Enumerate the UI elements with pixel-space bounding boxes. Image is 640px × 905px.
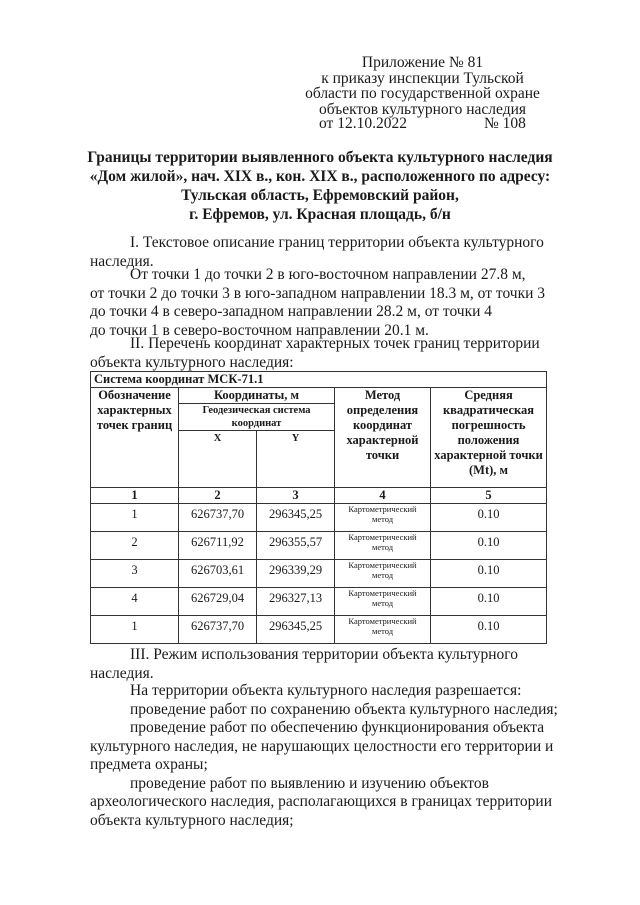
method: Картометрический метод xyxy=(335,616,431,644)
point-id: 4 xyxy=(91,588,179,616)
coordinates-table xyxy=(90,371,547,644)
header-coordinates: Координаты, м xyxy=(179,388,335,404)
mt-value: 0.10 xyxy=(431,588,547,616)
text-line: проведение работ по сохранению объекта культурного наследия; xyxy=(130,700,558,718)
point-id: 1 xyxy=(91,616,179,644)
appendix-line: к приказу инспекции Тульской xyxy=(321,69,524,87)
text-line: проведение работ по выявлению и изучению объектов xyxy=(130,774,489,792)
appendix-line: объектов культурного наследия xyxy=(318,100,527,118)
column-number: 3 xyxy=(257,488,335,504)
table-row xyxy=(91,588,547,616)
order-date-line xyxy=(319,115,526,133)
text-line: объекта культурного наследия: xyxy=(90,353,294,371)
mt-value: 0.10 xyxy=(431,532,547,560)
text-line: от точки 2 до точки 3 в юго-западном направлении 18.3 м, от точки 3 xyxy=(90,284,546,302)
text-line: III. Режим использования территории объекта культурного xyxy=(130,646,519,663)
method: Картометрический метод xyxy=(335,560,431,588)
coord-y: 296339,29 xyxy=(257,560,335,588)
header-y: Y xyxy=(257,431,335,488)
text-line: На территории объекта культурного наследия разрешается: xyxy=(130,682,522,699)
text-line: I. Текстовое описание границ территории объекта культурного xyxy=(130,234,544,251)
method: Картометрический метод xyxy=(335,504,431,532)
appendix-line: Приложение № 81 xyxy=(361,54,484,71)
order-number: № 108 xyxy=(484,115,526,132)
mt-value: 0.10 xyxy=(431,560,547,588)
mt-value: 0.10 xyxy=(431,616,547,644)
order-date: 12.10.2022 xyxy=(337,115,407,132)
section-3-heading xyxy=(90,646,545,683)
text-line: объекта культурного наследия; xyxy=(90,811,294,829)
coord-y: 296327,13 xyxy=(257,588,335,616)
table-row xyxy=(91,504,547,532)
text-line: От точки 1 до точки 2 в юго-восточном направлении 27.8 м, xyxy=(130,266,526,283)
column-number: 2 xyxy=(179,488,257,504)
column-number: 4 xyxy=(335,488,431,504)
appendix-header xyxy=(300,55,545,117)
coord-y: 296345,25 xyxy=(257,616,335,644)
order-date-label: от xyxy=(319,115,334,132)
column-number: 1 xyxy=(91,488,179,504)
column-number: 5 xyxy=(431,488,547,504)
text-line: II. Перечень координат характерных точек границ территории xyxy=(130,335,540,352)
text-line: наследия. xyxy=(90,252,154,270)
text-line: проведение работ по обеспечению функционирования объекта xyxy=(130,719,545,736)
header-point-label: Обозначение характерных точек границ xyxy=(91,388,179,488)
column-number-row xyxy=(91,488,547,504)
coord-x: 626711,92 xyxy=(179,532,257,560)
header-geodetic-system: Геодезическая система координат xyxy=(179,404,335,431)
point-id: 1 xyxy=(91,504,179,532)
title-line: г. Ефремов, ул. Красная площадь, б/н xyxy=(189,206,451,223)
table-row xyxy=(91,532,547,560)
mt-value: 0.10 xyxy=(431,504,547,532)
coord-x: 626703,61 xyxy=(179,560,257,588)
point-id: 2 xyxy=(91,532,179,560)
point-id: 3 xyxy=(91,560,179,588)
title-line: Границы территории выявленного объекта культурного наследия xyxy=(87,149,553,166)
coord-x: 626737,70 xyxy=(179,616,257,644)
method: Картометрический метод xyxy=(335,588,431,616)
table-row xyxy=(91,616,547,644)
coord-y: 296355,57 xyxy=(257,532,335,560)
coordinate-system: Система координат МСК-71.1 xyxy=(91,372,547,388)
allowed-activities xyxy=(90,682,558,830)
text-line: культурного наследия, не нарушающих целостности его территории и xyxy=(90,737,554,755)
appendix-line: области по государственной охране xyxy=(305,85,540,102)
boundary-description xyxy=(90,266,545,340)
table-row xyxy=(91,560,547,588)
title-line: «Дом жилой», нач. XIX в., кон. XIX в., расположенного по адресу: xyxy=(89,168,551,185)
coord-y: 296345,25 xyxy=(257,504,335,532)
text-line: до точки 1 в северо-восточном направлении 20.1 м. xyxy=(90,321,429,339)
text-line: предмета охраны; xyxy=(90,756,208,773)
text-line: до точки 4 в северо-западном направлении 28.2 м, от точки 4 xyxy=(90,303,493,320)
coord-x: 626737,70 xyxy=(179,504,257,532)
method: Картометрический метод xyxy=(335,532,431,560)
section-2-heading xyxy=(90,335,545,372)
header-method: Метод определения координат характерной точки xyxy=(335,388,431,488)
coord-x: 626729,04 xyxy=(179,588,257,616)
header-x: X xyxy=(179,431,257,488)
text-line: наследия. xyxy=(90,664,154,682)
title-line: Тульская область, Ефремовский район, xyxy=(181,187,459,204)
header-error: Средняя квадратическая погрешность положения характерной точки (Mt), м xyxy=(431,388,547,488)
text-line: археологического наследия, располагающихся в границах территории xyxy=(90,793,552,810)
document-title xyxy=(80,148,560,224)
